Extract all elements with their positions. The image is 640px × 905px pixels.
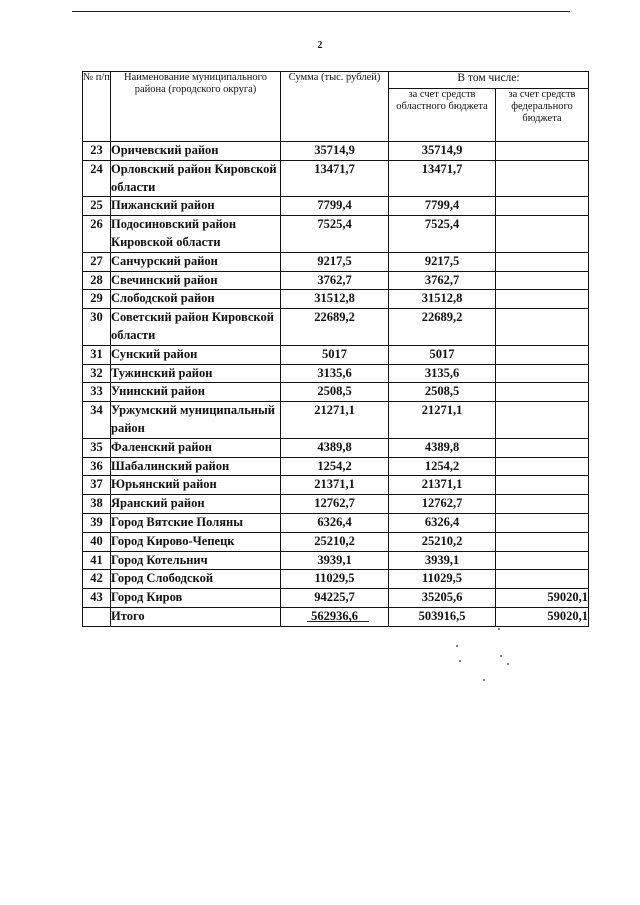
row-regional: 7799,4 — [389, 197, 496, 216]
row-sum: 3939,1 — [281, 551, 389, 570]
row-regional: 13471,7 — [389, 160, 496, 197]
row-federal — [496, 513, 589, 532]
table-header — [83, 72, 589, 142]
row-sum: 13471,7 — [281, 160, 389, 197]
row-num: 26 — [83, 216, 111, 253]
table-row — [83, 216, 589, 253]
row-regional: 6326,4 — [389, 513, 496, 532]
row-num: 30 — [83, 309, 111, 346]
row-num: 41 — [83, 551, 111, 570]
table-row — [83, 532, 589, 551]
row-name: Санчурский район — [111, 252, 281, 271]
row-name: Орловский район Кировской области — [111, 160, 281, 197]
row-name: Сунский район — [111, 345, 281, 364]
row-federal — [496, 160, 589, 197]
row-num: 39 — [83, 513, 111, 532]
table-row — [83, 457, 589, 476]
row-sum: 21271,1 — [281, 402, 389, 439]
header-name: Наименование муниципального района (городского округа) — [111, 72, 281, 142]
header-including: В том числе: — [389, 72, 589, 89]
total-regional: 503916,5 — [389, 607, 496, 626]
table-row — [83, 160, 589, 197]
row-num: 36 — [83, 457, 111, 476]
row-regional: 9217,5 — [389, 252, 496, 271]
row-name: Уржумский муниципальный район — [111, 402, 281, 439]
row-num: 35 — [83, 438, 111, 457]
table-row — [83, 252, 589, 271]
scan-speck — [456, 645, 458, 647]
row-regional: 35205,6 — [389, 589, 496, 608]
row-regional: 12762,7 — [389, 495, 496, 514]
row-name: Советский район Кировской области — [111, 309, 281, 346]
row-num: 40 — [83, 532, 111, 551]
page-number: 2 — [317, 40, 323, 51]
row-federal — [496, 495, 589, 514]
row-federal — [496, 216, 589, 253]
row-federal — [496, 197, 589, 216]
scan-speck — [483, 679, 485, 681]
closing-rule — [307, 621, 369, 622]
table-row — [83, 551, 589, 570]
row-regional: 3135,6 — [389, 364, 496, 383]
row-sum: 7799,4 — [281, 197, 389, 216]
row-federal — [496, 551, 589, 570]
row-sum: 6326,4 — [281, 513, 389, 532]
row-federal — [496, 457, 589, 476]
row-federal — [496, 252, 589, 271]
header-regional: за счет средств областного бюджета — [389, 89, 496, 142]
row-sum: 21371,1 — [281, 476, 389, 495]
row-name: Свечинский район — [111, 271, 281, 290]
row-num: 27 — [83, 252, 111, 271]
row-num: 24 — [83, 160, 111, 197]
row-num: 43 — [83, 589, 111, 608]
table-row — [83, 142, 589, 161]
top-rule — [72, 11, 570, 12]
row-federal — [496, 402, 589, 439]
row-regional: 5017 — [389, 345, 496, 364]
row-regional: 21371,1 — [389, 476, 496, 495]
row-num: 37 — [83, 476, 111, 495]
row-num: 23 — [83, 142, 111, 161]
row-name: Пижанский район — [111, 197, 281, 216]
row-regional: 22689,2 — [389, 309, 496, 346]
row-num: 34 — [83, 402, 111, 439]
row-num: 31 — [83, 345, 111, 364]
row-name: Город Вятские Поляны — [111, 513, 281, 532]
table-row — [83, 309, 589, 346]
row-regional: 35714,9 — [389, 142, 496, 161]
header-sum: Сумма (тыс. рублей) — [281, 72, 389, 142]
table-row — [83, 290, 589, 309]
row-sum: 2508,5 — [281, 383, 389, 402]
table-row — [83, 197, 589, 216]
row-sum: 35714,9 — [281, 142, 389, 161]
row-name: Яранский район — [111, 495, 281, 514]
header-num: № п/п — [83, 72, 111, 142]
row-name: Унинский район — [111, 383, 281, 402]
row-num: 33 — [83, 383, 111, 402]
row-sum: 9217,5 — [281, 252, 389, 271]
row-regional: 25210,2 — [389, 532, 496, 551]
total-num — [83, 607, 111, 626]
scan-speck — [459, 660, 461, 662]
table-body — [83, 142, 589, 608]
row-regional: 3939,1 — [389, 551, 496, 570]
row-sum: 94225,7 — [281, 589, 389, 608]
row-name: Тужинский район — [111, 364, 281, 383]
row-sum: 25210,2 — [281, 532, 389, 551]
table-row — [83, 513, 589, 532]
row-sum: 11029,5 — [281, 570, 389, 589]
row-federal — [496, 438, 589, 457]
row-num: 32 — [83, 364, 111, 383]
row-regional: 3762,7 — [389, 271, 496, 290]
row-federal — [496, 290, 589, 309]
row-sum: 4389,8 — [281, 438, 389, 457]
header-federal: за счет средств федерального бюджета — [496, 89, 589, 142]
table-row — [83, 345, 589, 364]
row-sum: 3135,6 — [281, 364, 389, 383]
row-name: Фаленский район — [111, 438, 281, 457]
table-row — [83, 476, 589, 495]
row-federal — [496, 345, 589, 364]
table-total — [83, 607, 589, 626]
row-num: 25 — [83, 197, 111, 216]
row-sum: 3762,7 — [281, 271, 389, 290]
table-row — [83, 364, 589, 383]
row-name: Подосиновский район Кировской области — [111, 216, 281, 253]
row-name: Шабалинский район — [111, 457, 281, 476]
row-num: 42 — [83, 570, 111, 589]
table-row — [83, 383, 589, 402]
row-federal — [496, 383, 589, 402]
row-federal — [496, 532, 589, 551]
table-row — [83, 570, 589, 589]
row-federal — [496, 309, 589, 346]
scan-speck — [498, 628, 500, 630]
budget-table — [82, 71, 589, 627]
table-row — [83, 271, 589, 290]
row-federal — [496, 570, 589, 589]
row-sum: 22689,2 — [281, 309, 389, 346]
table-row — [83, 495, 589, 514]
row-regional: 11029,5 — [389, 570, 496, 589]
total-federal: 59020,1 — [496, 607, 589, 626]
table-row — [83, 438, 589, 457]
row-sum: 12762,7 — [281, 495, 389, 514]
row-name: Город Слободской — [111, 570, 281, 589]
total-label: Итого — [111, 607, 281, 626]
row-name: Оричевский район — [111, 142, 281, 161]
row-sum: 1254,2 — [281, 457, 389, 476]
row-name: Слободской район — [111, 290, 281, 309]
row-name: Город Киров — [111, 589, 281, 608]
total-sum: 562936,6 — [281, 607, 389, 626]
row-sum: 5017 — [281, 345, 389, 364]
row-federal — [496, 271, 589, 290]
total-row — [83, 607, 589, 626]
table-row — [83, 402, 589, 439]
scan-speck — [500, 655, 502, 657]
row-regional: 21271,1 — [389, 402, 496, 439]
row-sum: 31512,8 — [281, 290, 389, 309]
row-regional: 31512,8 — [389, 290, 496, 309]
row-num: 29 — [83, 290, 111, 309]
row-num: 28 — [83, 271, 111, 290]
row-name: Юрьянский район — [111, 476, 281, 495]
row-regional: 1254,2 — [389, 457, 496, 476]
scan-speck — [507, 663, 509, 665]
row-name: Город Кирово-Чепецк — [111, 532, 281, 551]
row-federal — [496, 142, 589, 161]
row-federal: 59020,1 — [496, 589, 589, 608]
row-sum: 7525,4 — [281, 216, 389, 253]
table-row — [83, 589, 589, 608]
row-regional: 4389,8 — [389, 438, 496, 457]
row-num: 38 — [83, 495, 111, 514]
row-regional: 2508,5 — [389, 383, 496, 402]
row-federal — [496, 476, 589, 495]
row-federal — [496, 364, 589, 383]
row-name: Город Котельнич — [111, 551, 281, 570]
row-regional: 7525,4 — [389, 216, 496, 253]
